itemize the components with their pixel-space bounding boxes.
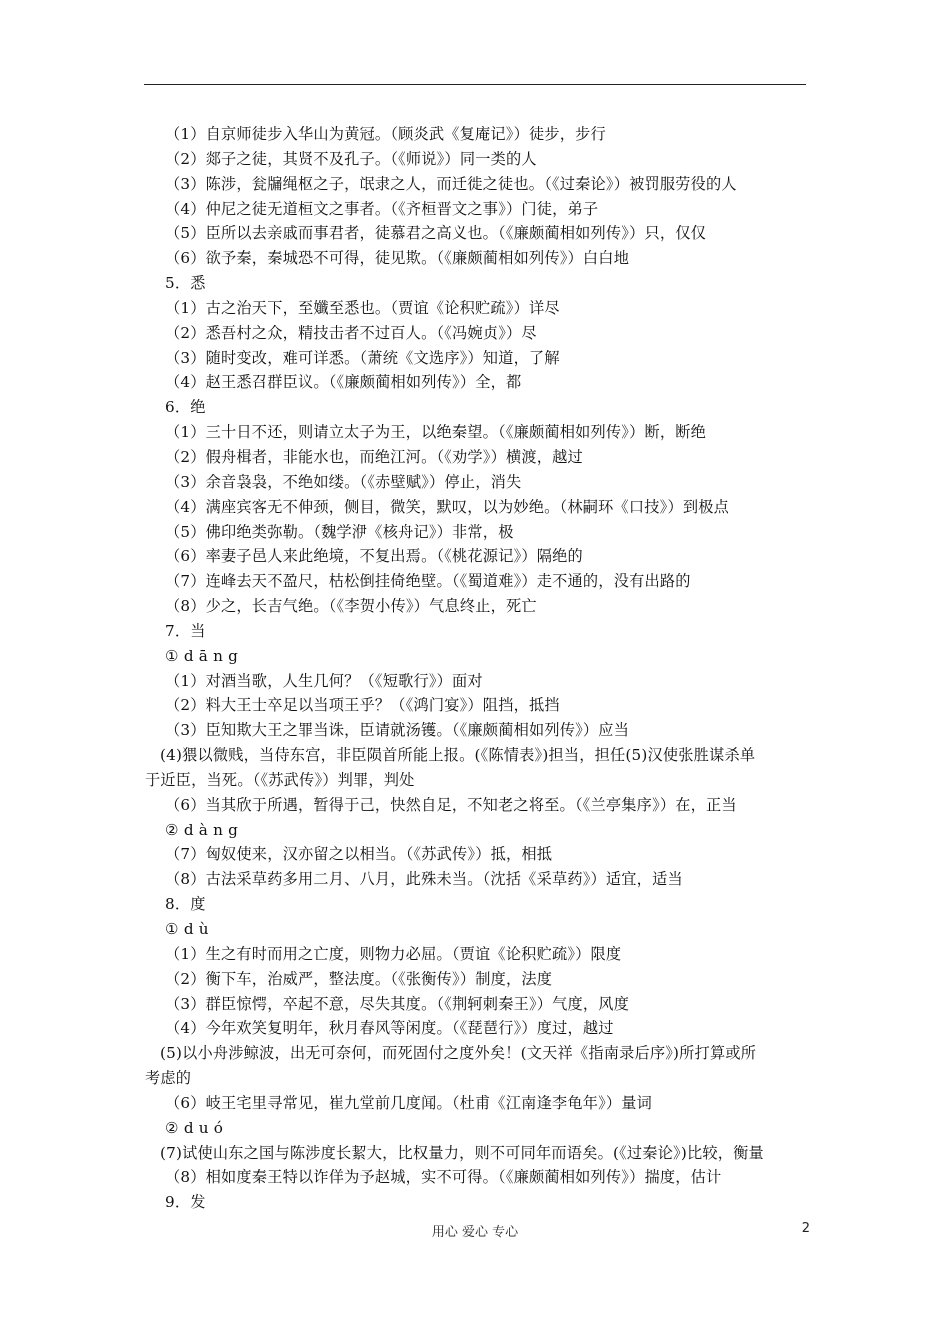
- text-line: （6）欲予秦，秦城恐不可得，徒见欺。（《廉颇蔺相如列传》）白白地: [165, 249, 630, 268]
- text-line: （2）郯子之徒，其贤不及孔子。（《师说》）同一类的人: [165, 149, 537, 168]
- text-line: （2）悉吾村之众，精技击者不过百人。（《冯婉贞》）尽: [165, 323, 537, 342]
- text-line: （1）对酒当歌，人生几何？（《短歌行》）面对: [165, 671, 483, 690]
- text-line: 于近臣，当死。（《苏武传》）判罪，判处: [145, 770, 415, 789]
- text-line: （7）连峰去天不盈尺，枯松倒挂倚绝壁。（《蜀道难》）走不通的，没有出路的: [165, 572, 691, 591]
- document-body: [145, 122, 807, 1215]
- text-line: 6．绝: [165, 398, 206, 417]
- text-line: 7．当: [165, 621, 206, 640]
- text-line: （2）假舟楫者，非能水也，而绝江河。（《劝学》）横渡，越过: [165, 447, 583, 466]
- text-line: 8．度: [165, 895, 206, 914]
- text-line: （1）古之治天下，至孅至悉也。（贾谊《论积贮疏》）详尽: [165, 298, 560, 317]
- text-line: （8）少之，长吉气绝。（《李贺小传》）气息终止，死亡: [165, 597, 537, 616]
- text-line: （1）三十日不还，则请立太子为王，以绝秦望。（《廉颇蔺相如列传》）断，断绝: [165, 423, 707, 442]
- text-line: （1）生之有时而用之亡度，则物力必屈。（贾谊《论积贮疏》）限度: [165, 944, 622, 963]
- text-line: （6）率妻子邑人来此绝境，不复出焉。（《桃花源记》）隔绝的: [165, 547, 583, 566]
- text-line: （3）群臣惊愕，卒起不意，尽失其度。（《荆轲刺秦王》）气度，风度: [165, 994, 630, 1013]
- text-line: （8）古法采草药多用二月、八月，此殊未当。（沈括《采草药》）适宜，适当: [165, 870, 683, 889]
- page-number: 2: [801, 1221, 810, 1236]
- text-line: ① d ù: [165, 920, 209, 938]
- text-line: （5）臣所以去亲戚而事君者，徒慕君之高义也。（《廉颇蔺相如列传》）只，仅仅: [165, 224, 707, 243]
- text-line: （5）佛印绝类弥勒。（魏学洢《核舟记》）非常，极: [165, 522, 514, 541]
- footer-motto: 用心 爱心 专心: [431, 1225, 519, 1240]
- text-line: （3）臣知欺大王之罪当诛，臣请就汤镬。（《廉颇蔺相如列传》）应当: [165, 721, 630, 740]
- text-line: （2）衡下车，治威严，整法度。（《张衡传》）制度，法度: [165, 969, 553, 988]
- text-line: （8）相如度秦王特以诈佯为予赵城，实不可得。（《廉颇蔺相如列传》）揣度，估计: [165, 1168, 722, 1187]
- text-line: （3）随时变改，难可详悉。（萧统《文选序》）知道，了解: [165, 348, 560, 367]
- text-line: (7)试使山东之国与陈涉度长絜大，比权量力，则不可同年而语矣。(《过秦论》)比较，衡量: [160, 1143, 764, 1162]
- text-line: （6）岐王宅里寻常见，崔九堂前几度闻。（杜甫《江南逢李龟年》）量词: [165, 1093, 653, 1112]
- text-line: ② d u ó: [165, 1118, 224, 1137]
- text-line: （7）匈奴使来，汉亦留之以相当。（《苏武传》）抵，相抵: [165, 845, 553, 864]
- text-line: （4）今年欢笑复明年，秋月春风等闲度。（《琵琶行》）度过，越过: [165, 1019, 614, 1038]
- text-line: （2）料大王士卒足以当项王乎？（《鸿门宴》）阻挡，抵挡: [165, 696, 560, 715]
- text-line: （6）当其欣于所遇，暂得于己，快然自足，不知老之将至。（《兰亭集序》）在，正当: [165, 795, 737, 814]
- text-line: （1）自京师徒步入华山为黄冠。（顾炎武《复庵记》）徒步，步行: [165, 125, 606, 143]
- text-line: ② d à n g: [165, 820, 239, 839]
- text-line: (5)以小舟涉鲸波，出无可奈何，而死固付之度外矣！(文天祥《指南录后序》)所打算或所: [160, 1044, 757, 1063]
- text-line: （3）陈涉，瓮牖绳枢之子，氓隶之人，而迁徙之徒也。（《过秦论》）被罚服劳役的人: [165, 174, 737, 193]
- text-line: 5．悉: [165, 274, 206, 293]
- header-rule: [144, 84, 806, 85]
- text-line: （4）仲尼之徒无道桓文之事者。（《齐桓晋文之事》）门徒，弟子: [165, 199, 599, 218]
- text-line: （4）满座宾客无不伸颈，侧目，微笑，默叹，以为妙绝。（林嗣环《口技》）到极点: [165, 497, 730, 516]
- text-line: ① d ā n g: [165, 646, 239, 665]
- text-line: 考虑的: [145, 1069, 192, 1088]
- text-line: (4)猥以微贱，当侍东宫，非臣陨首所能上报。(《陈情表》)担当，担任(5)汉使张胜谋杀单: [160, 746, 756, 765]
- text-line: 9．发: [165, 1193, 206, 1212]
- text-line: （3）余音袅袅，不绝如缕。（《赤壁赋》）停止，消失: [165, 472, 522, 491]
- text-line: （4）赵王悉召群臣议。（《廉颇蔺相如列传》）全，都: [165, 373, 522, 392]
